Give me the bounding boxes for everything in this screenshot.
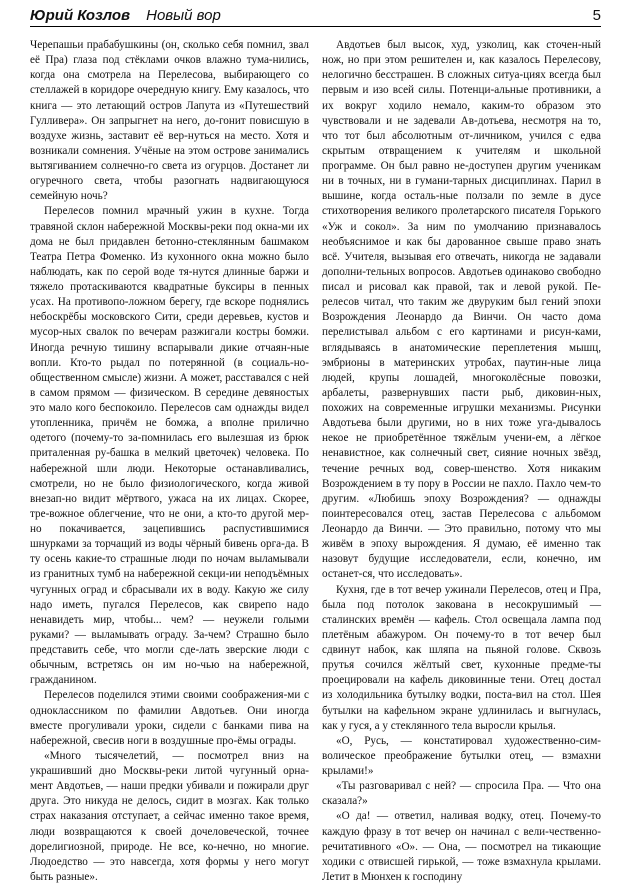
paragraph: Черепашьи прабабушкины (он, сколько себя помнил, звал её Пра) глаза под стёклами очков влажно тума-нились, когда она смотрела на Перелесова, выбирающего со стеллажей в коридоре очередную книгу. Ему казалось, что книга — это летающий остров Лапута из «Путешествий Гулливера». Он запрыгнет на него, до-гонит повисшую в воздухе жизнь, заставит её вер-нуться на место. Хотя и возникали сомнения. Учёные на этом острове занимались вытягиванием солнечно-го света из огурцов. Достанет ли огуречного света, чтобы разогнать надвигающуюся семейную ночь? [30,39,309,203]
header-left [30,8,221,23]
right-column [322,38,601,883]
paragraph: «О да! — ответил, наливая водку, отец. Почему-то каждую фразу в тот вечер он начинал с вели-чественно-речитативного «О». — Она, — посмотрел на тикающие ходики с отвисшей гирькой, — тоже взмахнула крылами. Летит в Мюнхен к господину [322,810,601,883]
running-header [30,0,601,27]
paragraph: Перелесов поделился этими своими соображения-ми с одноклассником по фамилии Авдотьев. Они иногда вместе прогуливали уроки, сидели с банками пива на набережной, свесив ноги в воздушные про-ёмы ограды. [30,689,309,747]
paragraph: «О, Русь, — констатировал художественно-сим-волическое преображение бутылки отец, — взмахни крылами!» [322,734,601,777]
page-number: 5 [592,6,601,24]
text-columns [30,38,601,883]
paragraph: «Много тысячелетий, — посмотрел вниз на украшивший дно Москвы-реки литой чугунный орна-мент Авдотьев, — наши предки убивали и пожирали друг друга. Это никуда не делось, сидит в мозгах. Как только страх наказания отступает, а сейчас именно такое время, люди возвращаются к своей дочеловеческой, точнее дорелигиозной, природе. Не все, ко-нечно, но многие. Людоедство — это навсегда, хотя формы у него могут быть разные». [30,749,309,883]
paragraph: Перелесов помнил мрачный ужин в кухне. Тогда травяной склон набережной Москвы-реки под окна-ми их дома не был придавлен бетонно-стеклянным башмаком Театра Петра Фоменко. Из кухонного окна можно было наблюдать, как по серой воде тя-нутся длинные баржи и тяжело протаскиваются квадратные буксиры в пенных усах. На противопо-ложном берегу, где вскоре поднялись небоскрёбы московского Сити, среди деревьев, кустов и мусор-ных свалок по вечерам разжигали костры бомжи. Иногда речную тишину вспарывали дикие отчаян-ные вопли. Кто-то рыдал по потерянной (в социаль-но-общественном смысле) жизни. А может, расставался с ней в самом прямом — физическом. В середине девяностых это мало кого беспокоило. Перелесов сам однажды видел утопленника, причём не бомжа, а вполне прилично одетого (почему-то за-помнилась его вылезшая из брюк приталенная ру-башка в мелкий цветочек) человека. По набережной шли люди. Некоторые останавливались, смотрели, но не было физиологического, когда живой внезап-но видит мёртвого, ужаса на их лицах. Скорее, тре-вожное облегчение, что не они, а кто-то другой мер-но покачивается, зацепившись распустившимися шнурками за торчащий из воды чёрный бивень орга-да. В ту осень какие-то страшные люди по ночам выламывали из гранитных тумб на набережной секци-ии неподъёмных чугунных оград и сбрасывали их в воду. Какую же силу надо иметь, пугался Перелесов, как свирепо надо ненавидеть мир, чтобы... чем? — неужели голыми руками? — выламывать ограду. За-чем? Страшно было представить себе, что могли сде-лать зверские люди с обычным, встретясь он им но-чью на набережной, гражданином. [30,205,309,687]
left-column [30,38,309,883]
paragraph: «Ты разговаривал с ней? — спросила Пра. — Что она сказала?» [322,780,601,808]
work-title: Новый вор [146,6,221,24]
paragraph: Авдотьев был высок, худ, узколиц, как сточен-ный нож, но при этом решителен и, как казалось Перелесову, нелогично бесстрашен. В сложных ситуа-циях всегда был первым и изо всей силы. Потенци-альные противники, а их вокруг ходило немало, каким-то образом это чувствовали и не задевали Ав-дотьева, несмотря на то, что тот был абсолютным от-личником, учился с едва скрытым отвращением к учителям и школьной программе. Он был равно не-доступен другим ученикам ни в точных, ни в гумани-тарных дисциплинах. Парил в вышине, когда осталь-ные ползали по земле в дусе стихотворения великого пролетарского писателя Горького «Уж и сокол». За ним по умолчанию признавалось необъяснимое и как бы дарованное свыше право знать всё. Учителя, вызывая его отвечать, никогда не задавали дополни-тельных вопросов. Авдотьев одинаково свободно писал и рисовал как правой, так и левой рукой. Пе-релесов читал, что таким же двуруким был гений эпохи Возрождения Леонардо да Винчи. Он часто дома перелистывал альбом с его картинами и рисун-ками, вглядываясь в анатомические переплетения мышц, эмбрионы в материнских утробах, паутин-ные лица людей, крупы лошадей, многоколёсные повозки, арбалеты, развернувших пасти рыб, диковин-ных, похожих на современные игрушки механизмы. Рисунки Авдотьева были другими, но в них тоже уга-дывалось некое не приобретённое тяжёлым учени-ем, а лёгкое ненавистное, как солнечный свет, сияние ночных звёзд, течение речных вод, совер-шенство. Хотя никаким Возрождением в ту пору в России не пахло. Пахло чем-то другим. «Любишь эпоху Возрождения? — однажды поинтересовался отец, застав Перелесова с альбомом Леонардо да Винчи. — Это правильно, потому что мы живём в эпоху вырождения. Я думаю, её именно так назовут будущие исследователи, если, конечно, им останет-ся, что исследовать». [322,39,601,581]
paragraph: Кухня, где в тот вечер ужинали Перелесов, отец и Пра, была под потолок закована в несокрушимый — сталинских времён — кафель. Стол освещала лампа под плетёным абажуром. Он почему-то в тот вечер был сдвинут набок, как шляпа на пьяной голове. Сквозь прутья сочился жёлтый свет, кухонные предме-ты проецировали на кафель диковинные тени. Отец достал из холодильника бутылку водки, поста-вил на стол. Шея бутылки на кафельном экране удлинилась и выгнулась, как у гуся, а у стеклянного тела выросли крылья. [322,583,601,732]
author-name: Юрий Козлов [30,6,131,24]
